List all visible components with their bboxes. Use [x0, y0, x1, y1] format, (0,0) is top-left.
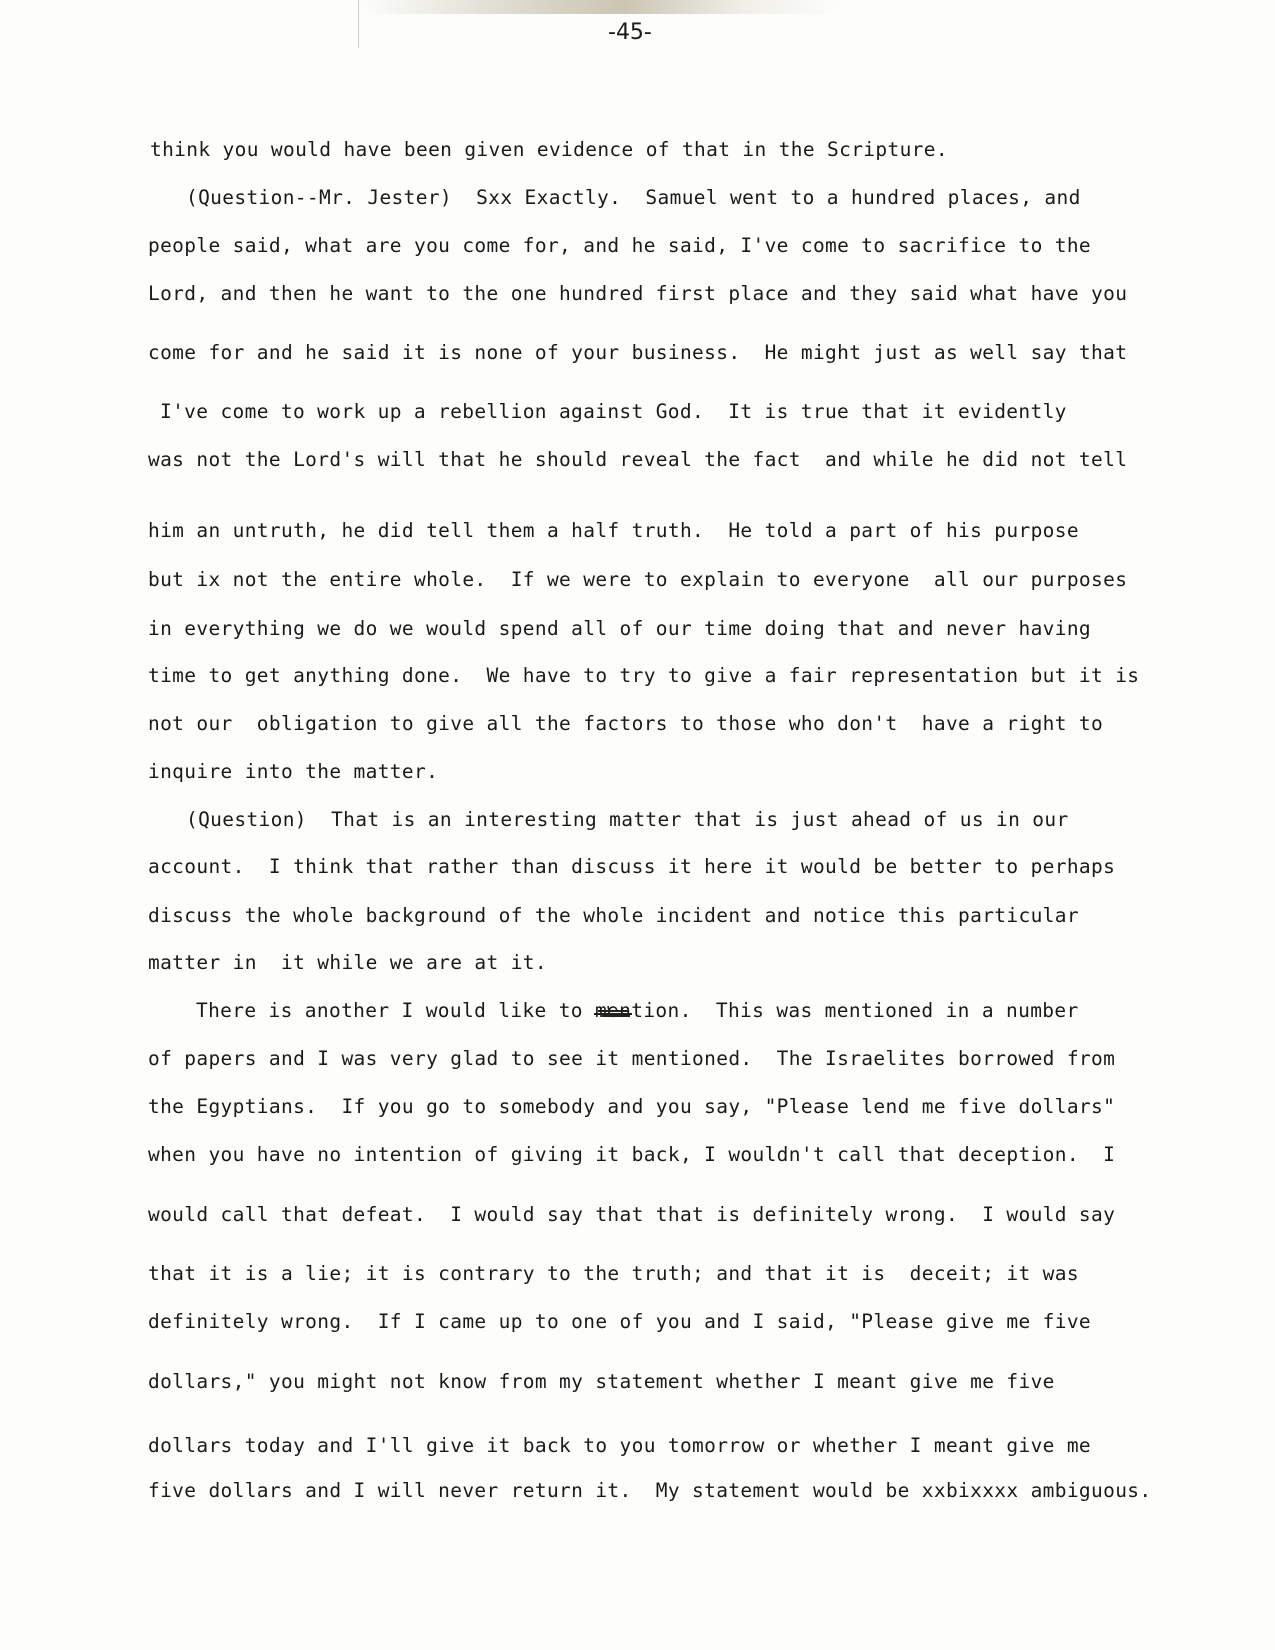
text-line: would call that defeat. I would say that that is definitely wrong. I would say: [148, 1203, 1116, 1226]
text-line: dollars today and I'll give it back to you tomorrow or whether I meant give me: [148, 1434, 1092, 1457]
text-line: There is another I would like to mention. This was mentioned in a number: [196, 999, 1079, 1022]
text-line: but ix not the entire whole. If we were to explain to everyone all our purposes: [148, 568, 1128, 591]
ink-scribble-mark: [592, 1005, 634, 1019]
text-line: people said, what are you come for, and he said, I've come to sacrifice to the: [148, 234, 1092, 257]
text-line: inquire into the matter.: [148, 760, 439, 783]
text-line: come for and he said it is none of your business. He might just as well say that: [148, 341, 1128, 364]
text-line: him an untruth, he did tell them a half truth. He told a part of his purpose: [148, 519, 1079, 542]
text-line: five dollars and I will never return it. My statement would be xxbixxxx ambiguous.: [148, 1479, 1152, 1502]
text-line: that it is a lie; it is contrary to the truth; and that it is deceit; it was: [148, 1262, 1079, 1285]
page-number: -45-: [608, 20, 652, 45]
text-line: account. I think that rather than discuss it here it would be better to perhaps: [148, 855, 1116, 878]
text-line: was not the Lord's will that he should reveal the fact and while he did not tell: [148, 448, 1128, 471]
text-line: time to get anything done. We have to try to give a fair representation but it is: [148, 664, 1140, 687]
text-line: dollars," you might not know from my statement whether I meant give me five: [148, 1370, 1055, 1393]
crease-line: [358, 0, 359, 48]
text-line: of papers and I was very glad to see it mentioned. The Israelites borrowed from: [148, 1047, 1116, 1070]
text-line: I've come to work up a rebellion against God. It is true that it evidently: [160, 400, 1067, 423]
text-line: think you would have been given evidence of that in the Scripture.: [150, 138, 948, 161]
text-line: when you have no intention of giving it back, I wouldn't call that deception. I: [148, 1143, 1116, 1166]
text-line: the Egyptians. If you go to somebody and you say, "Please lend me five dollars": [148, 1095, 1116, 1118]
text-line: not our obligation to give all the factors to those who don't have a right to: [148, 712, 1104, 735]
text-line: in everything we do we would spend all of our time doing that and never having: [148, 617, 1092, 640]
text-line: matter in it while we are at it.: [148, 951, 547, 974]
text-line: definitely wrong. If I came up to one of you and I said, "Please give me five: [148, 1310, 1092, 1333]
text-line: discuss the whole background of the whole incident and notice this particular: [148, 904, 1079, 927]
text-line: (Question) That is an interesting matter that is just ahead of us in our: [186, 808, 1069, 831]
text-line: (Question--Mr. Jester) Sxx Exactly. Samuel went to a hundred places, and: [186, 186, 1081, 209]
text-line: Lord, and then he want to the one hundred first place and they said what have you: [148, 282, 1128, 305]
top-edge-smudge: [360, 0, 840, 14]
